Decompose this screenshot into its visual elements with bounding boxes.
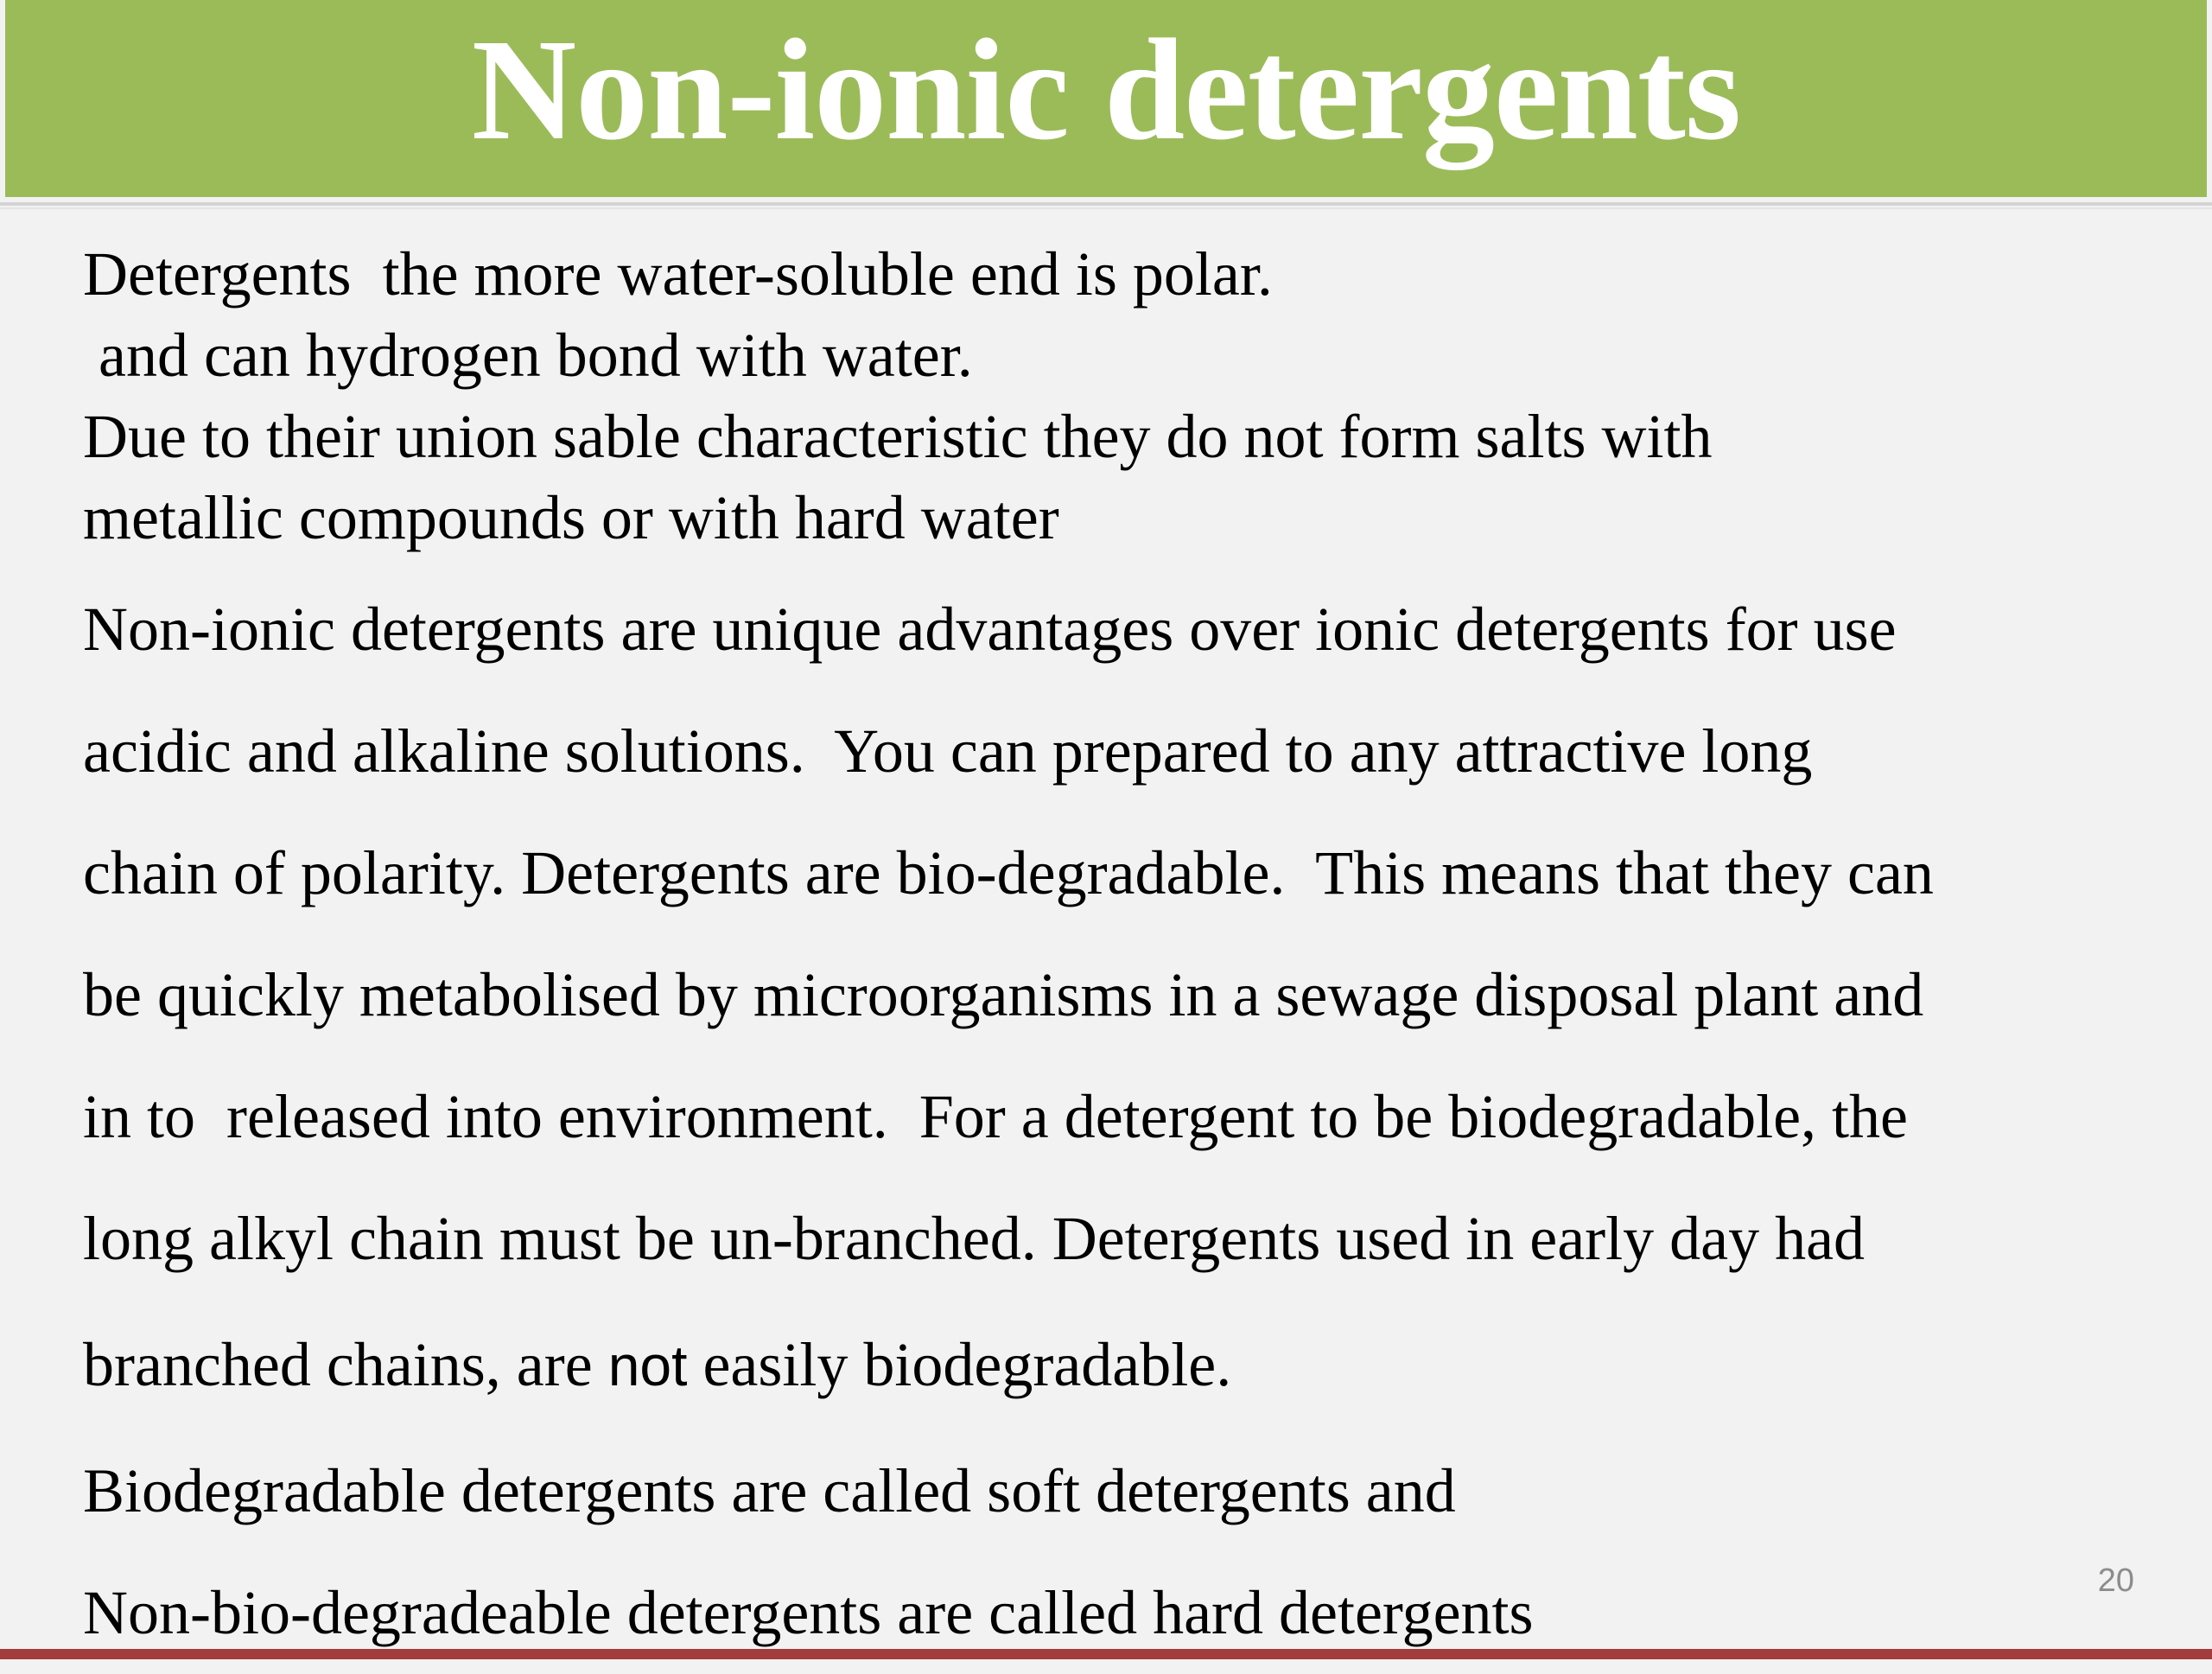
slide-title: Non-ionic detergents bbox=[471, 10, 1741, 170]
text-line: Due to their union sable characteristic they do not form salts with bbox=[83, 402, 1713, 471]
paragraph-2 bbox=[83, 569, 2157, 1430]
text-line: chain of polarity. Detergents are bio-degradable. This means that they can bbox=[83, 838, 1934, 907]
slide-body bbox=[83, 233, 2157, 1674]
emphasis-word: not bbox=[607, 1333, 688, 1397]
text-line: and can hydrogen bond with water. bbox=[83, 321, 973, 390]
text-line: long alkyl chain must be un-branched. Detergents used in early day had bbox=[83, 1204, 1866, 1273]
text-line: Biodegradable detergents are called soft detergents and bbox=[83, 1456, 1456, 1525]
text-line bbox=[83, 1300, 2157, 1430]
text-segment: branched chains, are bbox=[83, 1330, 608, 1399]
title-divider bbox=[0, 202, 2212, 206]
title-bar bbox=[5, 0, 2207, 197]
text-line: Non-bio-degradeable detergents are called hard detergents bbox=[83, 1578, 1534, 1647]
text-line: Detergents the more water-soluble end is polar. bbox=[83, 239, 1273, 309]
page-number: 20 bbox=[2097, 1563, 2134, 1599]
bottom-rule bbox=[0, 1649, 2212, 1659]
text-line: acidic and alkaline solutions. You can prepared to any attractive long bbox=[83, 716, 1813, 786]
paragraph-1 bbox=[83, 233, 2157, 558]
paragraph-3 bbox=[83, 1430, 2157, 1674]
text-segment: easily biodegradable. bbox=[687, 1330, 1232, 1399]
text-line: in to released into environment. For a detergent to be biodegradable, the bbox=[83, 1082, 1909, 1151]
text-line: metallic compounds or with hard water bbox=[83, 483, 1059, 552]
text-line: Non-ionic detergents are unique advantages over ionic detergents for use bbox=[83, 595, 1897, 664]
title-divider-shadow bbox=[0, 207, 2212, 209]
text-line: be quickly metabolised by microorganisms in a sewage disposal plant and bbox=[83, 960, 1924, 1029]
